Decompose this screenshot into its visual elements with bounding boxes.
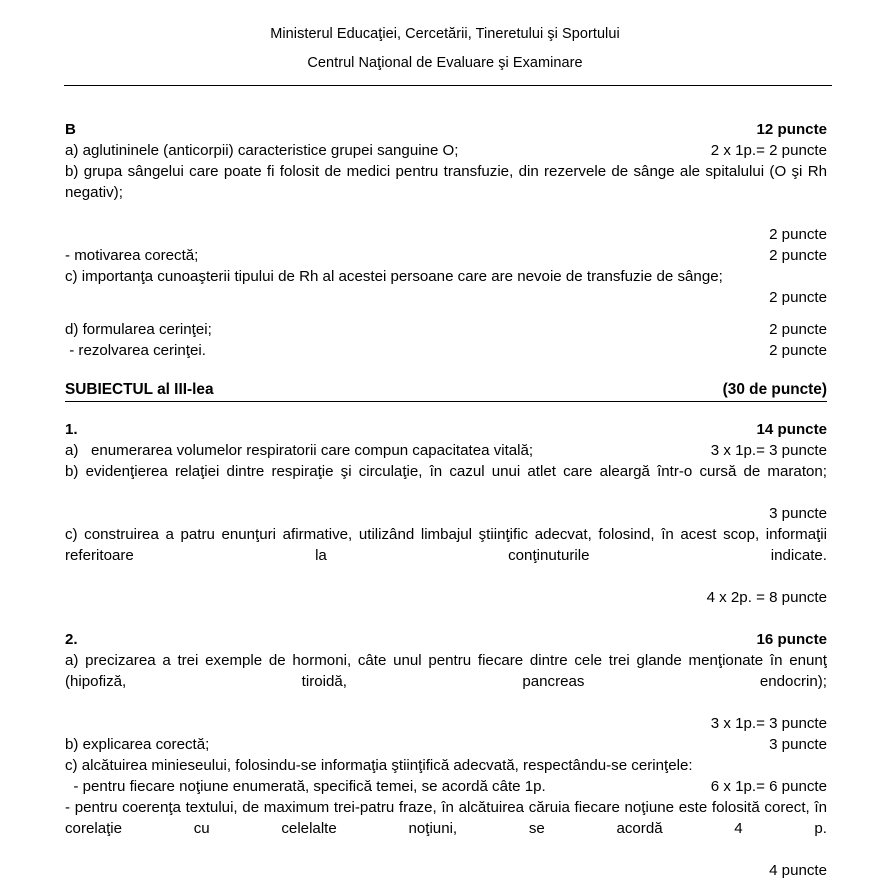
item-1-b-points: 3 puncte [769, 505, 827, 522]
item-1-a-points: 3 x 1p.= 3 puncte [710, 442, 827, 459]
section-b-item-b-motivation-points: 2 puncte [769, 247, 827, 264]
item-2-number: 2. [65, 631, 78, 648]
item-2-c-bullet-1-text: - pentru fiecare noţiune enumerată, specifică temei, se acordă câte 1p. [65, 778, 546, 795]
document-header [0, 0, 890, 70]
item-1-b-text: b) evidenţierea relaţiei dintre respiraţie şi circulaţie, în cazul unui atlet care aleargă într-o cursă de maraton; [65, 463, 827, 480]
section-b-item-c-points: 2 puncte [769, 289, 827, 306]
section-b-item-c [65, 266, 827, 287]
section-b-item-b-points: 2 puncte [769, 226, 827, 243]
spacer-after-subject-heading [65, 402, 827, 419]
item-1-c-text: c) construirea a patru enunţuri afirmative, utilizând limbajul ştiinţific adecvat, folosind, în acest scop, informaţii referitoare la conţinuturile indicate. [65, 526, 827, 564]
section-b-item-d-points: 2 puncte [769, 321, 827, 338]
item-1-heading [65, 419, 827, 440]
item-2-a-text: a) precizarea a trei exemple de hormoni, câte unul pentru fiecare dintre cele trei glande menţionate în enunţ (hipofiză, tiroidă, pancreas endocrin); [65, 652, 827, 690]
item-2-a-points: 3 x 1p.= 3 puncte [710, 715, 827, 732]
document-body [65, 86, 827, 881]
item-2-b [65, 734, 827, 755]
item-1-points: 14 puncte [756, 421, 827, 438]
item-1-b [65, 461, 827, 503]
section-b-item-b [65, 161, 827, 224]
section-b-heading [65, 119, 827, 140]
section-b-item-d-resolution-text: - rezolvarea cerinţei. [65, 342, 206, 359]
item-2-a [65, 650, 827, 713]
section-b-item-d-resolution-points: 2 puncte [769, 342, 827, 359]
section-b-item-d [65, 319, 827, 340]
section-b-item-d-resolution [65, 340, 827, 361]
item-1-a [65, 440, 827, 461]
item-2-c-bullet-1 [65, 776, 827, 797]
subject-iii-heading [65, 379, 827, 402]
section-b-item-b-text: b) grupa sângelui care poate fi folosit de medici pentru transfuzie, din rezervele de sânge ale spitalului (O şi Rh negativ); [65, 163, 827, 201]
section-b-item-a-text: a) aglutininele (anticorpii) caracteristice grupei sanguine O; [65, 142, 459, 159]
item-2-c-bullet-2-text: - pentru coerenţa textului, de maximum trei-patru fraze, în alcătuirea căruia fiecare noţiune este folosită corect, în corelaţie cu celelalte noţiuni, se acordă 4 p. [65, 799, 827, 837]
item-2-c-text: c) alcătuirea minieseului, folosindu-se informaţia ştiinţifică adecvată, respectându-se cerinţele: [65, 757, 693, 774]
item-2-heading [65, 629, 827, 650]
item-2-c-bullet-1-points: 6 x 1p.= 6 puncte [710, 778, 827, 795]
item-2-c [65, 755, 827, 776]
item-1-a-text: a) enumerarea volumelor respiratorii care compun capacitatea vitală; [65, 442, 534, 459]
subject-iii-points: (30 de puncte) [722, 381, 827, 398]
item-2-b-text: b) explicarea corectă; [65, 736, 210, 753]
header-center-line: Centrul Naţional de Evaluare şi Examinare [307, 54, 583, 71]
header-ministry-line: Ministerul Educaţiei, Cercetării, Tineretului şi Sportului [270, 26, 620, 42]
section-b-item-c-text: c) importanţa cunoaşterii tipului de Rh al acestei persoane care are nevoie de transfuzie de sânge; [65, 268, 723, 285]
section-b-item-a [65, 140, 827, 161]
spacer-before-item-2 [65, 608, 827, 629]
item-2-c-bullet-2 [65, 797, 827, 860]
item-1-number: 1. [65, 421, 78, 438]
section-b-item-a-points: 2 x 1p.= 2 puncte [710, 142, 827, 159]
section-b-item-b-motivation [65, 245, 827, 266]
section-b-points: 12 puncte [756, 121, 827, 138]
section-b-label: B [65, 121, 76, 138]
section-b-item-b-motivation-text: - motivarea corectă; [65, 247, 199, 264]
section-b-item-d-text: d) formularea cerinţei; [65, 321, 212, 338]
subject-iii-title: SUBIECTUL al III-lea [65, 381, 214, 398]
spacer-after-item-c [65, 308, 827, 319]
item-2-c-bullet-2-points: 4 puncte [769, 862, 827, 879]
item-1-c [65, 524, 827, 587]
item-2-points: 16 puncte [756, 631, 827, 648]
item-2-b-points: 3 puncte [769, 736, 827, 753]
item-1-c-points: 4 x 2p. = 8 puncte [706, 589, 827, 606]
